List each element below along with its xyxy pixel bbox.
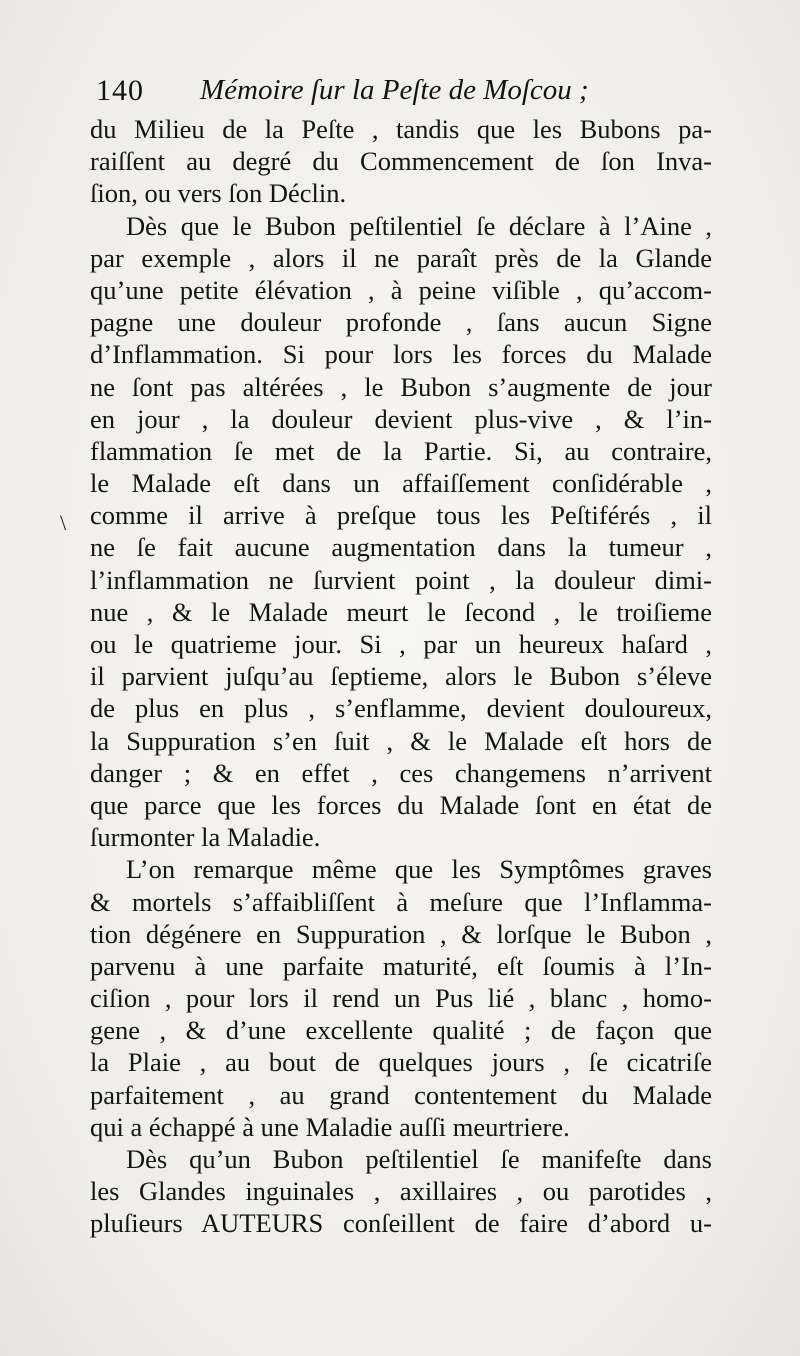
text-line: L’on remarque même que les Symptômes graves	[126, 854, 712, 885]
body-text	[90, 113, 712, 1240]
text-line: parvenu à une parfaite maturité, eſt ſoumis à l’In-	[90, 950, 712, 981]
text-line: ou le quatrieme jour. Si , par un heureux haſard ,	[90, 629, 712, 659]
text-line: l’inflammation ne ſurvient point , la douleur dimi-	[90, 564, 712, 595]
text-line: Dès que le Bubon peſtilentiel ſe déclare à l’Aine ,	[126, 210, 712, 241]
text-line: pagne une douleur profonde , ſans aucun Signe	[90, 307, 712, 338]
text-line: ne ſe fait aucune augmentation dans la tumeur ,	[90, 532, 712, 563]
text-line: les Glandes inguinales , axillaires , ou parotides ,	[90, 1176, 712, 1207]
text-line: que parce que les forces du Malade ſont en état de	[90, 789, 712, 820]
text-line: & mortels s’affaibliſſent à meſure que l’Inflamma-	[90, 886, 712, 917]
text-line: qui a échappé à une Maladie auſſi meurtriere.	[90, 1111, 570, 1142]
text-line: il parvient juſqu’au ſeptieme, alors le Bubon s’éleve	[90, 661, 712, 692]
page-number: 140	[96, 74, 144, 107]
text-line: qu’une petite élévation , à peine viſible , qu’accom-	[90, 274, 712, 305]
text-line: gene , & d’une excellente qualité ; de façon que	[90, 1015, 712, 1046]
text-line: flammation ſe met de la Partie. Si, au contraire,	[90, 435, 712, 466]
text-line: pluſieurs AUTEURS conſeillent de faire d’abord u-	[90, 1208, 712, 1239]
text-line: d’Inflammation. Si pour lors les forces du Malade	[90, 339, 712, 370]
text-line: la Suppuration s’en ſuit , & le Malade eſt hors de	[90, 725, 712, 756]
text-line: la Plaie , au bout de quelques jours , ſe cicatriſe	[90, 1047, 712, 1078]
text-line: parfaitement , au grand contentement du Malade	[90, 1079, 712, 1110]
text-line: raiſſent au degré du Commencement de ſon Inva-	[90, 146, 712, 177]
text-line: le Malade eſt dans un affaiſſement conſidérable ,	[90, 468, 712, 499]
text-line: en jour , la douleur devient plus-vive , & l’in-	[90, 403, 712, 434]
text-line: ne ſont pas altérées , le Bubon s’augmente de jour	[90, 371, 712, 402]
text-line: par exemple , alors il ne paraît près de la Glande	[90, 242, 712, 273]
page-header	[96, 70, 616, 114]
running-title: Mémoire ſur la Peſte de Moſcou ;	[200, 74, 589, 106]
text-line: ſurmonter la Maladie.	[90, 822, 321, 853]
text-line: ſion, ou vers ſon Déclin.	[90, 178, 347, 209]
text-line: danger ; & en effet , ces changemens n’arrivent	[90, 757, 712, 788]
text-line: ciſion , pour lors il rend un Pus lié , blanc , homo-	[90, 983, 712, 1014]
margin-mark: \	[60, 510, 67, 535]
text-line: du Milieu de la Peſte , tandis que les Bubons pa-	[90, 114, 712, 144]
text-line: de plus en plus , s’enflamme, devient douloureux,	[90, 693, 712, 724]
text-line: comme il arrive à preſque tous les Peſtiférés , il	[90, 500, 712, 531]
text-line: tion dégénere en Suppuration , & lorſque le Bubon ,	[90, 918, 712, 949]
text-line: Dès qu’un Bubon peſtilentiel ſe manifeſte dans	[126, 1144, 712, 1174]
text-line: nue , & le Malade meurt le ſecond , le troiſieme	[90, 596, 712, 627]
